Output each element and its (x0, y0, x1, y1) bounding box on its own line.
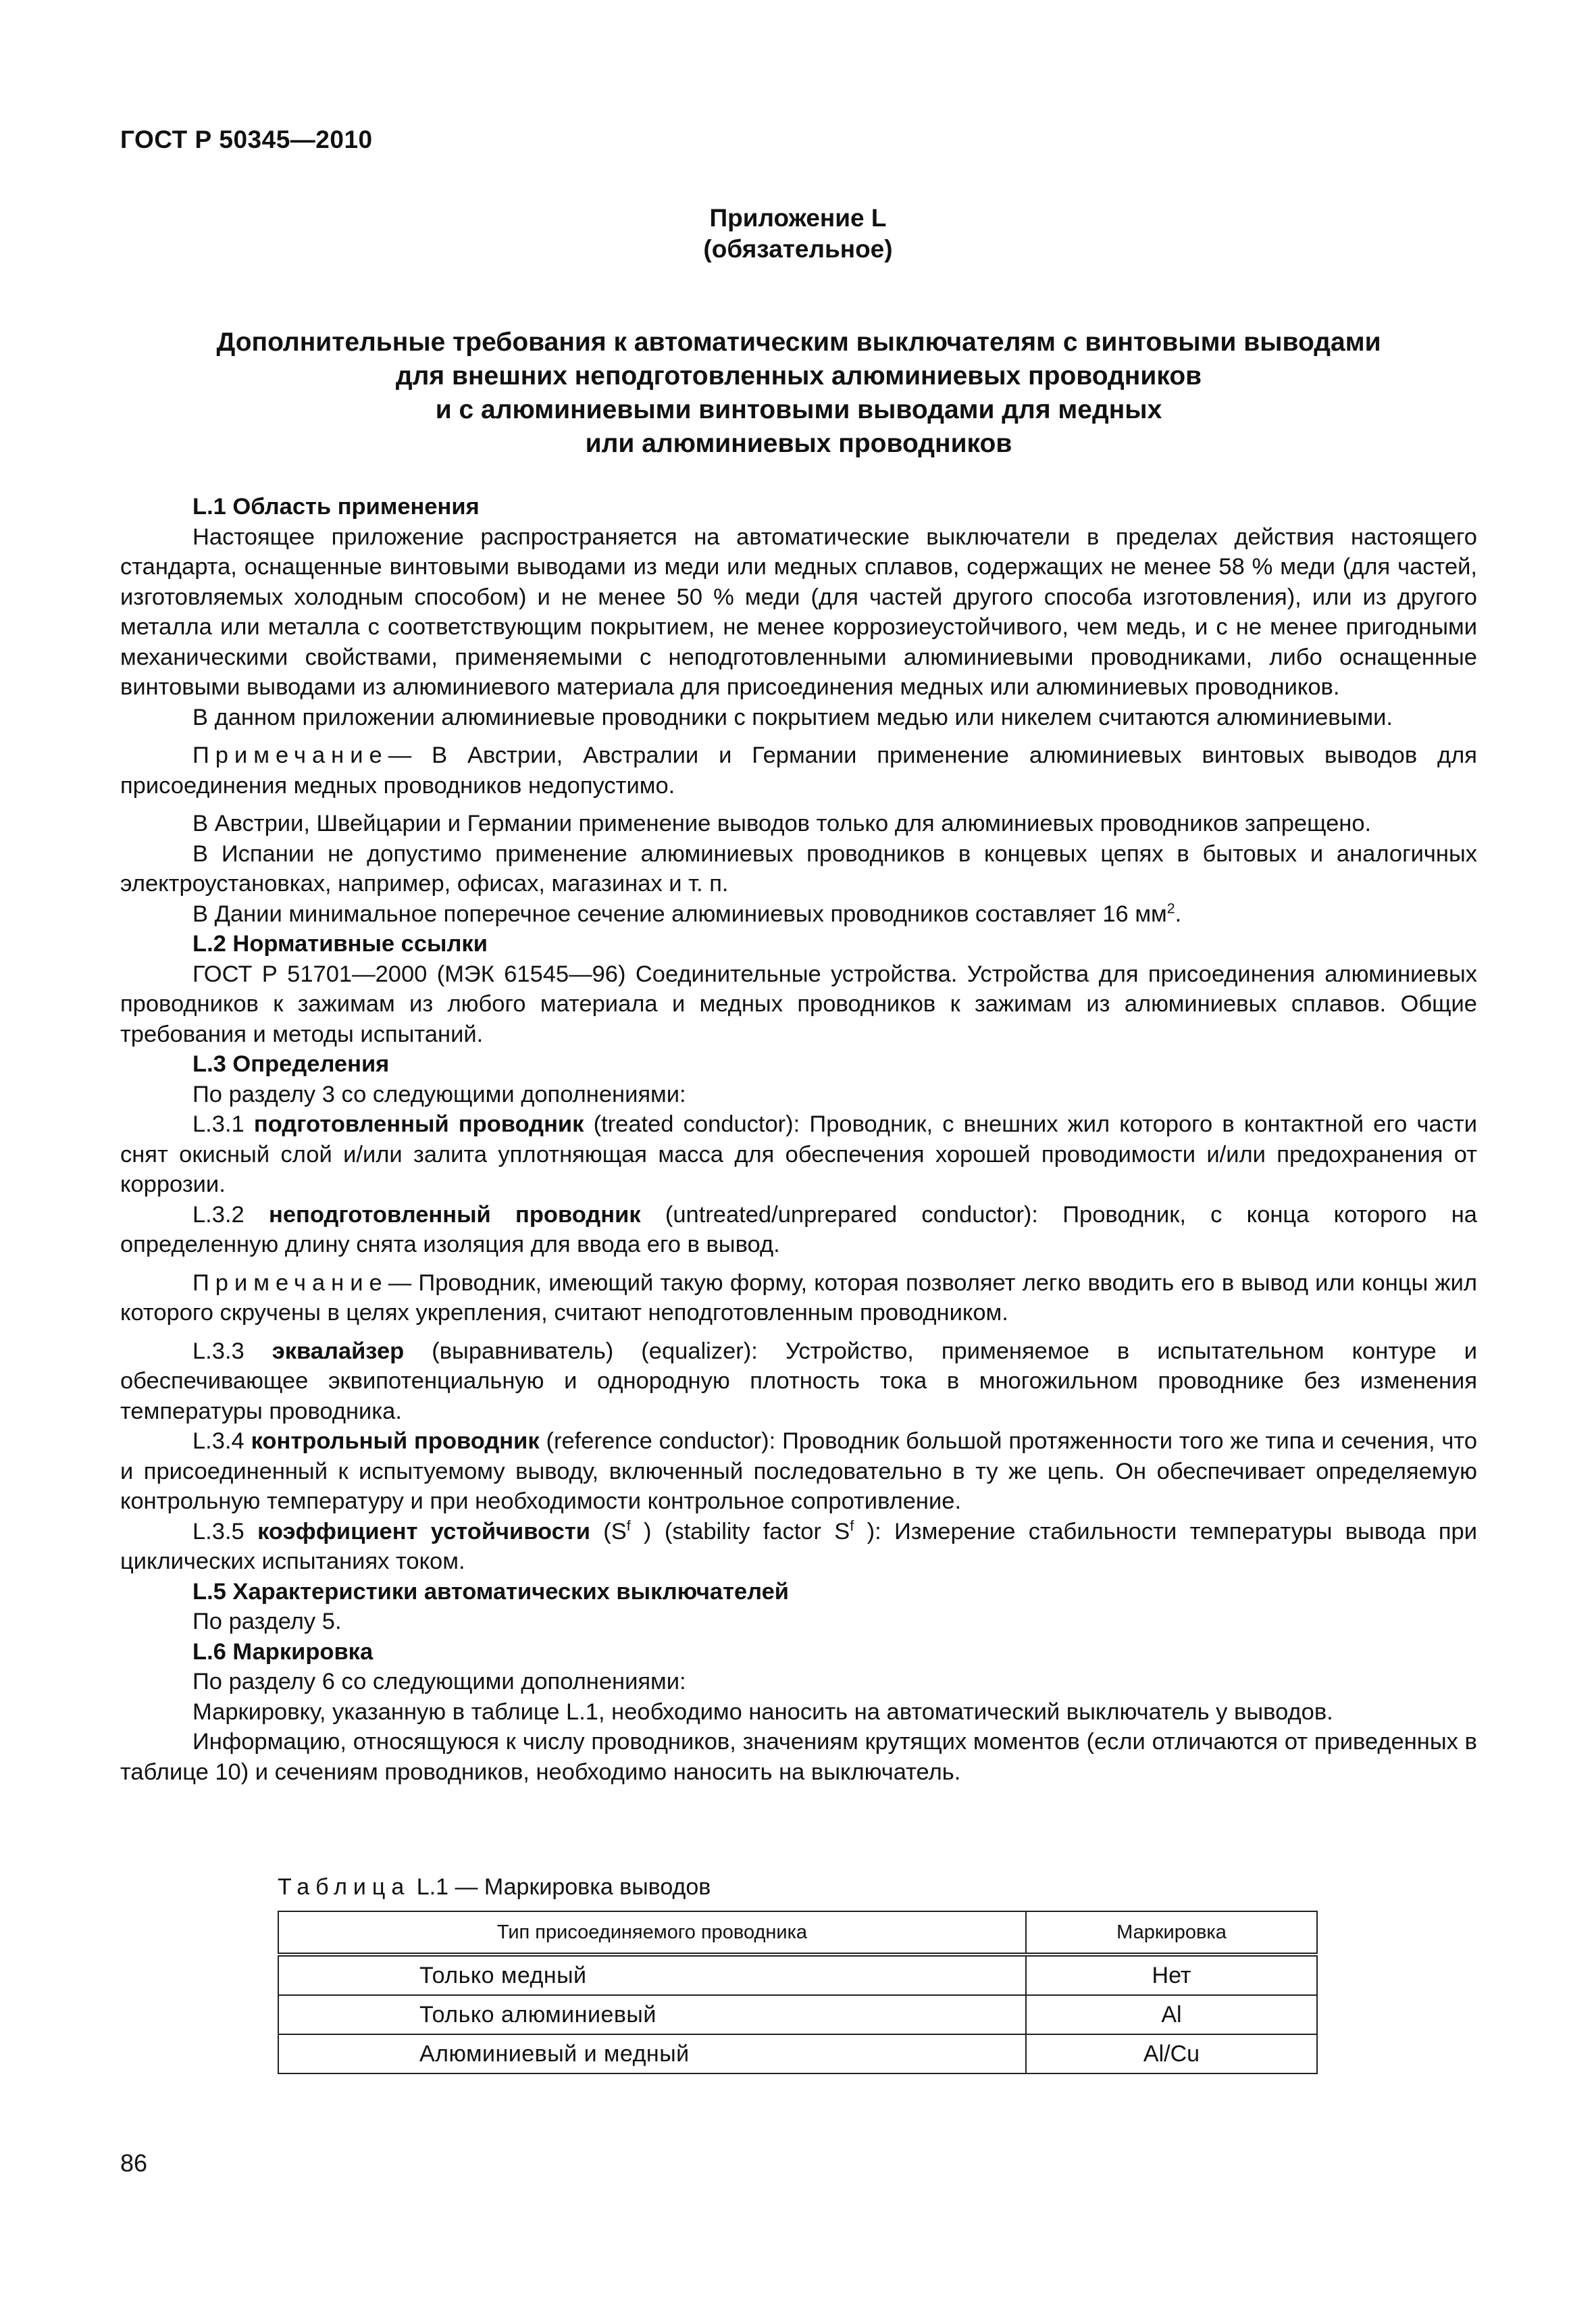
table-cell: Нет (1026, 1955, 1317, 1995)
definition-text: (S (603, 1518, 627, 1544)
table-cell: Только алюминиевый (278, 1995, 1026, 2034)
note-paragraph (120, 1268, 1477, 1328)
appendix-main-title (120, 326, 1477, 461)
standard-code: ГОСТ Р 50345—2010 (120, 126, 373, 153)
paragraph: По разделу 5. (192, 1609, 342, 1634)
superscript: f (850, 1517, 854, 1534)
definition-paragraph (120, 1336, 1477, 1427)
main-title-line: Дополнительные требования к автоматическим выключателям с винтовыми выводами (216, 328, 1381, 357)
section-heading: L.2 Нормативные ссылки (192, 931, 488, 957)
section-heading: L.5 Характеристики автоматических выключателей (192, 1578, 790, 1605)
definition-paragraph (120, 1200, 1477, 1260)
note-text: — В Австрии, Австралии и Германии применение алюминиевых винтовых выводов для присоединения медных проводников недопустимо. (120, 743, 1477, 799)
definition-paragraph (120, 1517, 1477, 1577)
definition-text: (reference conductor): Проводник большой протяженности того же типа и сечения, что и присоединенный к испытуемому выводу, включенный последовательно в ту же цепь. Он обеспечивает определяемую контрольную температуру и при необходимости контрольное сопротивление. (120, 1428, 1478, 1514)
definition-term: контрольный проводник (251, 1428, 540, 1454)
definition-number: L.3.2 (192, 1201, 244, 1228)
note-label: Примечание (192, 1269, 388, 1296)
appendix-status: (обязательное) (703, 235, 893, 263)
section-heading: L.6 Маркировка (192, 1638, 374, 1665)
definition-number: L.3.3 (192, 1338, 244, 1364)
definition-number: L.3.4 (192, 1428, 244, 1454)
table-row (278, 1955, 1317, 1995)
page-number: 86 (120, 2149, 148, 2177)
definition-term: неподготовленный проводник (268, 1201, 641, 1228)
appendix-title: Приложение L (709, 204, 887, 232)
paragraph: По разделу 6 со следующими дополнениями: (192, 1669, 686, 1694)
paragraph: В данном приложении алюминиевые проводники с покрытием медью или никелем считаются алюминиевыми. (192, 704, 1393, 730)
note-paragraph: В Испании не допустимо применение алюминиевых проводников в концевых цепях в бытовых и аналогичных электроустановках, например, офисах, магазинах и т. п. (120, 840, 1477, 897)
table-caption-text: L.1 — Маркировка выводов (416, 1874, 711, 1900)
note-paragraph: В Австрии, Швейцарии и Германии применение выводов только для алюминиевых проводников запрещено. (192, 811, 1372, 836)
table-cell: Алюминиевый и медный (278, 2034, 1026, 2073)
definition-number: L.3.1 (192, 1111, 244, 1137)
superscript: f (626, 1517, 631, 1534)
definition-term: эквалайзер (272, 1338, 405, 1364)
paragraph: Настоящее приложение распространяется на автоматические выключатели в пределах действия настоящего стандарта, оснащенные винтовыми выводами из меди или медных сплавов, содержащих не менее 58 % меди (для частей, изготовляемых холодным способом) и не менее 50 % меди (для частей другого способа изготовления), или из другого металла или металла с соответствующим покрытием, не менее коррозиеустойчивого, чем медь, и с не менее пригодными механическими свойствами, применяемыми с неподготовленными алюминиевыми проводниками, либо оснащенные винтовыми выводами из алюминиевого материала для присоединения медных или алюминиевых проводников. (120, 524, 1477, 700)
table-cell: Только медный (278, 1955, 1026, 1995)
note-text: — Проводник, имеющий такую форму, которая позволяет легко вводить его в вывод или концы жил которого скручены в целях укрепления, считают неподготовленным проводником. (120, 1269, 1477, 1326)
definition-text: (выравниватель) (equalizer): Устройство, применяемое в испытательном контуре и обеспечивающее эквипотенциальную и однородную плотность тока в многожильном проводнике без изменения температуры проводника. (120, 1338, 1477, 1424)
definition-text: ): Измерение стабильности температуры вывода при циклических испытаниях током. (120, 1518, 1478, 1574)
table-cell: Al/Cu (1026, 2034, 1317, 2073)
note-paragraph (120, 899, 1477, 930)
definition-paragraph (120, 1109, 1477, 1200)
paragraph: Информацию, относящуюся к числу проводников, значениям крутящих моментов (если отличаются от приведенных в таблице 10) и сечениям проводников, необходимо наносить на выключатель. (120, 1729, 1477, 1785)
paragraph: ГОСТ Р 51701—2000 (МЭК 61545—96) Соединительные устройства. Устройства для присоединения алюминиевых проводников к зажимам из любого материала и медных проводников к зажимам из алюминиевых сплавов. Общие требования и методы испытаний. (120, 961, 1477, 1047)
paragraph: Маркировку, указанную в таблице L.1, необходимо наносить на автоматический выключатель у выводов. (192, 1699, 1333, 1725)
definition-text: (treated conductor): Проводник, с внешних жил которого в контактной его части снят окисный слой и/или залита уплотняющая масса для обеспечения хорошей проводимости и/или предохранения от коррозии. (120, 1111, 1477, 1197)
section-heading: L.1 Область применения (192, 494, 480, 520)
table-caption (278, 1872, 711, 1902)
definition-text: ) (stability factor S (630, 1518, 850, 1544)
main-title-line: или алюминиевых проводников (585, 429, 1012, 458)
definition-paragraph (120, 1426, 1477, 1517)
table-header-row (278, 1911, 1317, 1955)
body-text (120, 492, 1477, 1787)
table-row (278, 1995, 1317, 2034)
table-header-cell: Тип присоединяемого проводника (278, 1911, 1026, 1955)
definition-text: (untreated/unprepared conductor): Проводник, с конца которого на определенную длину снята изоляция для ввода его в вывод. (120, 1201, 1477, 1257)
definition-term: коэффициент устойчивости (257, 1518, 590, 1544)
table-caption-label: Таблица (278, 1874, 411, 1900)
marking-table (278, 1911, 1318, 2074)
table-row (278, 2034, 1317, 2073)
table-header-cell: Маркировка (1026, 1911, 1317, 1955)
note-label: Примечание (192, 743, 388, 768)
note-text: В Дании минимальное поперечное сечение алюминиевых проводников составляет 16 мм (192, 901, 1167, 927)
paragraph: По разделу 3 со следующими дополнениями: (192, 1081, 686, 1107)
definition-term: подготовленный проводник (253, 1111, 584, 1137)
section-heading: L.3 Определения (192, 1051, 390, 1077)
note-text: . (1175, 901, 1182, 927)
superscript: 2 (1166, 900, 1175, 916)
main-title-line: для внешних неподготовленных алюминиевых проводников (395, 361, 1202, 391)
note-paragraph (120, 740, 1477, 801)
table-cell: Al (1026, 1995, 1317, 2034)
main-title-line: и с алюминиевыми винтовыми выводами для медных (435, 395, 1162, 424)
definition-number: L.3.5 (192, 1518, 244, 1544)
